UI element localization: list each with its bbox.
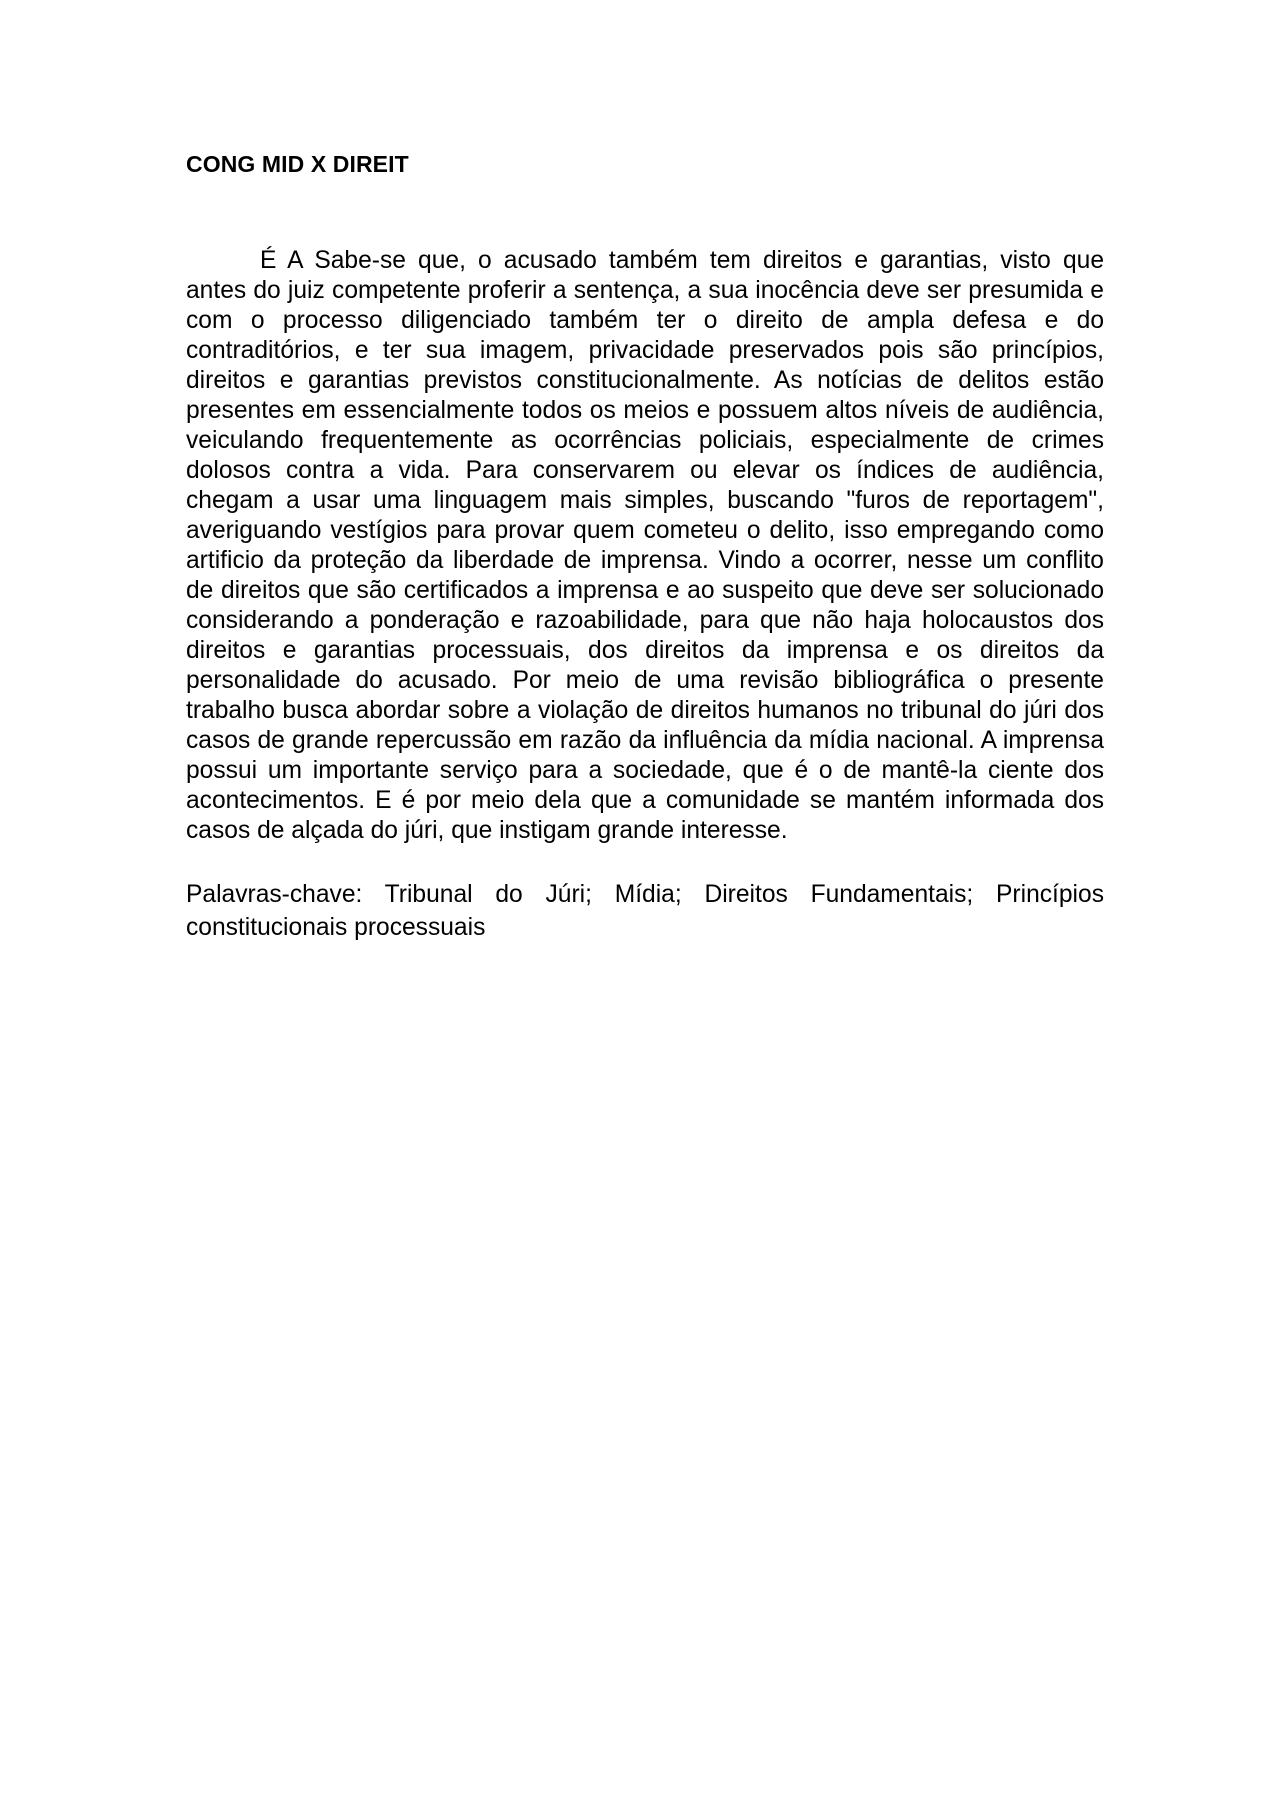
document-content (186, 148, 1104, 944)
abstract-paragraph: É A Sabe-se que, o acusado também tem direitos e garantias, visto que antes do juiz competente proferir a sentença, a sua inocência deve ser presumida e com o processo diligenciado também ter o direito de ampla defesa e do contraditórios, e ter sua imagem, privacidade preservados pois são princípios, direitos e garantias previstos constitucionalmente. As notícias de delitos estão presentes em essencialmente todos os meios e possuem altos níveis de audiência, veiculando frequentemente as ocorrências policiais, especialmente de crimes dolosos contra a vida. Para conservarem ou elevar os índices de audiência, chegam a usar uma linguagem mais simples, buscando "furos de reportagem", averiguando vestígios para provar quem cometeu o delito, isso empregando como artificio da proteção da liberdade de imprensa. Vindo a ocorrer, nesse um conflito de direitos que são certificados a imprensa e ao suspeito que deve ser solucionado considerando a ponderação e razoabilidade, para que não haja holocaustos dos direitos e garantias processuais, dos direitos da imprensa e os direitos da personalidade do acusado. Por meio de uma revisão bibliográfica o presente trabalho busca abordar sobre a violação de direitos humanos no tribunal do júri dos casos de grande repercussão em razão da influência da mídia nacional. A imprensa possui um importante serviço para a sociedade, que é o de mantê-la ciente dos acontecimentos. E é por meio dela que a comunidade se mantém informada dos casos de alçada do júri, que instigam grande interesse. (186, 247, 1104, 844)
document-title: CONG MID X DIREIT (186, 151, 409, 177)
keywords-paragraph: Palavras-chave: Tribunal do Júri; Mídia; Direitos Fundamentais; Princípios constitucionais processuais (186, 881, 1104, 941)
